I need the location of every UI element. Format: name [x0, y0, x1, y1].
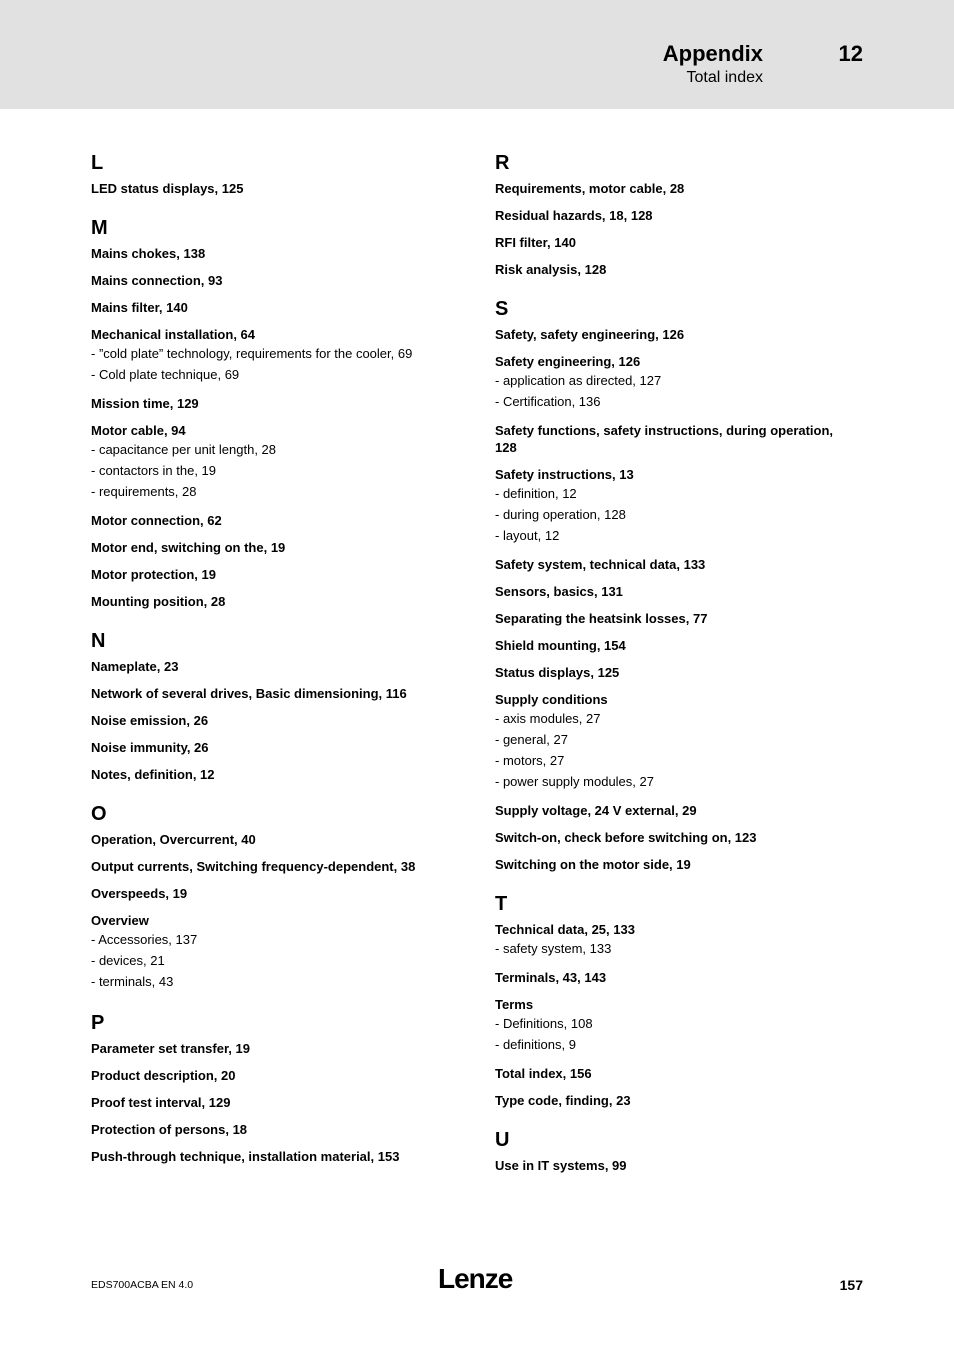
section-letter: O — [91, 803, 107, 825]
index-entry-term[interactable]: Switching on the motor side, 19 — [495, 857, 691, 872]
index-subentry[interactable]: - motors, 27 — [495, 753, 565, 768]
index-entry-term[interactable]: Output currents, Switching frequency-dependent, 38 — [91, 859, 416, 874]
index-section — [495, 296, 855, 873]
index-subentry[interactable]: - terminals, 43 — [91, 974, 174, 989]
index-subentry[interactable]: - power supply modules, 27 — [495, 774, 654, 789]
index-subentry[interactable]: - capacitance per unit length, 28 — [91, 442, 277, 457]
index-entry — [495, 583, 855, 600]
index-subentry[interactable]: - ”cold plate” technology, requirements for the cooler, 69 — [91, 346, 413, 361]
index-entry — [91, 1121, 456, 1138]
index-entry-term[interactable]: Network of several drives, Basic dimensioning, 116 — [91, 686, 407, 701]
index-entry — [91, 685, 456, 702]
index-section — [91, 1010, 456, 1165]
index-entry — [91, 512, 456, 529]
index-entry-term[interactable]: Status displays, 125 — [495, 665, 620, 680]
index-entry — [91, 712, 456, 729]
index-entry-term[interactable]: Motor protection, 19 — [91, 567, 216, 582]
index-section — [495, 1127, 855, 1174]
index-entry — [91, 885, 456, 902]
document-code: EDS700ACBA EN 4.0 — [91, 1279, 194, 1291]
index-entry — [495, 326, 855, 343]
index-entry — [495, 921, 855, 959]
index-entry-term[interactable]: Terms — [495, 997, 534, 1012]
index-entry-term[interactable]: Shield mounting, 154 — [495, 638, 626, 653]
index-entry — [495, 234, 855, 251]
index-entry-term[interactable]: Use in IT systems, 99 — [495, 1158, 627, 1173]
index-entry-term[interactable]: Mounting position, 28 — [91, 594, 226, 609]
index-entry-term[interactable]: Type code, finding, 23 — [495, 1093, 631, 1108]
index-subentry[interactable]: - devices, 21 — [91, 953, 165, 968]
index-entry-term[interactable]: RFI filter, 140 — [495, 235, 576, 250]
index-entry — [91, 858, 456, 875]
index-entry — [495, 664, 855, 681]
index-entry-term[interactable]: Proof test interval, 129 — [91, 1095, 231, 1110]
index-entry — [91, 766, 456, 783]
index-section — [495, 891, 855, 1109]
index-entry-term[interactable]: Mission time, 129 — [91, 396, 199, 411]
index-entry-term[interactable]: Safety engineering, 126 — [495, 354, 641, 369]
header-band — [0, 0, 954, 109]
index-entry-term[interactable]: Overview — [91, 913, 149, 928]
index-entry-term[interactable]: Motor end, switching on the, 19 — [91, 540, 286, 555]
index-entry — [495, 610, 855, 627]
index-entry — [495, 1157, 855, 1174]
index-entry-term[interactable]: Operation, Overcurrent, 40 — [91, 832, 256, 847]
index-entry-term[interactable]: Safety system, technical data, 133 — [495, 557, 706, 572]
index-entry-term[interactable]: Sensors, basics, 131 — [495, 584, 623, 599]
index-entry-term[interactable]: Switch-on, check before switching on, 123 — [495, 830, 757, 845]
index-entry-term[interactable]: Mains chokes, 138 — [91, 246, 206, 261]
section-letter: M — [91, 217, 108, 239]
index-entry — [91, 299, 456, 316]
index-entry-term[interactable]: Total index, 156 — [495, 1066, 592, 1081]
index-subentry[interactable]: - Cold plate technique, 69 — [91, 367, 240, 382]
index-entry — [495, 261, 855, 278]
index-entry-term[interactable]: Overspeeds, 19 — [91, 886, 188, 901]
index-subentry[interactable]: - Certification, 136 — [495, 394, 601, 409]
index-entry — [91, 831, 456, 848]
index-entry — [91, 539, 456, 556]
index-entry — [495, 802, 855, 819]
index-section — [91, 215, 456, 610]
index-entry-term[interactable]: Noise immunity, 26 — [91, 740, 209, 755]
index-entry-term[interactable]: Mains filter, 140 — [91, 300, 188, 315]
index-subentry[interactable]: - during operation, 128 — [495, 507, 626, 522]
lenze-logo: Lenze — [438, 1263, 513, 1294]
index-entry-term[interactable]: Separating the heatsink losses, 77 — [495, 611, 708, 626]
index-section — [91, 628, 456, 783]
index-entry — [495, 829, 855, 846]
index-entry — [91, 912, 456, 992]
index-entry-term[interactable]: Notes, definition, 12 — [91, 767, 215, 782]
index-subentry[interactable]: - requirements, 28 — [91, 484, 197, 499]
index-entry — [91, 1094, 456, 1111]
index-entry-term[interactable]: Supply voltage, 24 V external, 29 — [495, 803, 697, 818]
index-entry-term[interactable]: Motor cable, 94 — [91, 423, 186, 438]
index-entry-term[interactable]: LED status displays, 125 — [91, 181, 244, 196]
index-entry-term[interactable]: Motor connection, 62 — [91, 513, 222, 528]
index-entry — [495, 207, 855, 224]
index-entry-term[interactable]: Parameter set transfer, 19 — [91, 1041, 250, 1056]
index-entry-term[interactable]: Product description, 20 — [91, 1068, 236, 1083]
index-subentry[interactable]: - layout, 12 — [495, 528, 560, 543]
index-entry-term[interactable]: Safety, safety engineering, 126 — [495, 327, 685, 342]
index-entry — [91, 180, 456, 197]
index-entry — [495, 969, 855, 986]
index-entry — [495, 996, 855, 1055]
index-entry — [91, 658, 456, 675]
index-entry — [495, 353, 855, 412]
index-entry — [495, 180, 855, 197]
index-entry — [495, 637, 855, 654]
index-entry-term[interactable]: Supply conditions — [495, 692, 608, 707]
section-letter: S — [495, 298, 509, 320]
index-subentry[interactable]: - safety system, 133 — [495, 941, 612, 956]
index-entry-term[interactable]: Nameplate, 23 — [91, 659, 179, 674]
section-letter: R — [495, 152, 510, 174]
index-entry — [91, 593, 456, 610]
index-subentry[interactable]: - Definitions, 108 — [495, 1016, 593, 1031]
index-column-right — [495, 150, 855, 1192]
page-number: 157 — [839, 1277, 863, 1293]
index-subentry[interactable]: - definition, 12 — [495, 486, 577, 501]
index-entry-term[interactable]: Safety functions, safety instructions, during operation, 128 — [495, 423, 834, 455]
index-entry — [495, 691, 855, 792]
section-letter: L — [91, 152, 104, 174]
index-subentry[interactable]: - Accessories, 137 — [91, 932, 198, 947]
index-section — [91, 801, 456, 992]
index-subentry[interactable]: - application as directed, 127 — [495, 373, 662, 388]
index-subentry[interactable]: - definitions, 9 — [495, 1037, 576, 1052]
section-letter: N — [91, 630, 106, 652]
index-entry-term[interactable]: Requirements, motor cable, 28 — [495, 181, 685, 196]
index-entry-term[interactable]: Safety instructions, 13 — [495, 467, 634, 482]
index-entry-term[interactable]: Residual hazards, 18, 128 — [495, 208, 653, 223]
index-entry — [91, 566, 456, 583]
index-entry — [495, 556, 855, 573]
index-entry — [91, 1148, 456, 1165]
index-section — [91, 150, 456, 197]
index-column-left — [91, 150, 456, 1183]
index-entry-term[interactable]: Risk analysis, 128 — [495, 262, 607, 277]
index-entry-term[interactable]: Push-through technique, installation material, 153 — [91, 1149, 400, 1164]
index-entry — [91, 1067, 456, 1084]
index-entry — [91, 326, 456, 385]
index-entry — [91, 395, 456, 412]
index-entry-term[interactable]: Terminals, 43, 143 — [495, 970, 607, 985]
index-entry — [91, 422, 456, 502]
index-entry — [91, 1040, 456, 1057]
index-entry — [495, 1065, 855, 1082]
index-entry — [91, 272, 456, 289]
index-entry — [495, 856, 855, 873]
index-section — [495, 150, 855, 278]
index-entry — [495, 466, 855, 546]
section-letter: P — [91, 1012, 105, 1034]
index-entry-term[interactable]: Noise emission, 26 — [91, 713, 209, 728]
index-subentry[interactable]: - contactors in the, 19 — [91, 463, 217, 478]
index-entry — [495, 1092, 855, 1109]
index-entry — [91, 245, 456, 262]
section-letter: T — [495, 893, 508, 915]
index-entry-term[interactable]: Protection of persons, 18 — [91, 1122, 248, 1137]
chapter-number: 12 — [838, 41, 863, 66]
chapter-title: Appendix — [662, 41, 763, 66]
index-entry-term[interactable]: Mains connection, 93 — [91, 273, 223, 288]
index-subentry[interactable]: - general, 27 — [495, 732, 568, 747]
section-letter: U — [495, 1129, 510, 1151]
index-entry — [91, 739, 456, 756]
index-entry-term[interactable]: Mechanical installation, 64 — [91, 327, 255, 342]
index-subentry[interactable]: - axis modules, 27 — [495, 711, 601, 726]
chapter-subtitle: Total index — [686, 69, 763, 86]
index-entry-term[interactable]: Technical data, 25, 133 — [495, 922, 635, 937]
index-entry — [495, 422, 855, 456]
